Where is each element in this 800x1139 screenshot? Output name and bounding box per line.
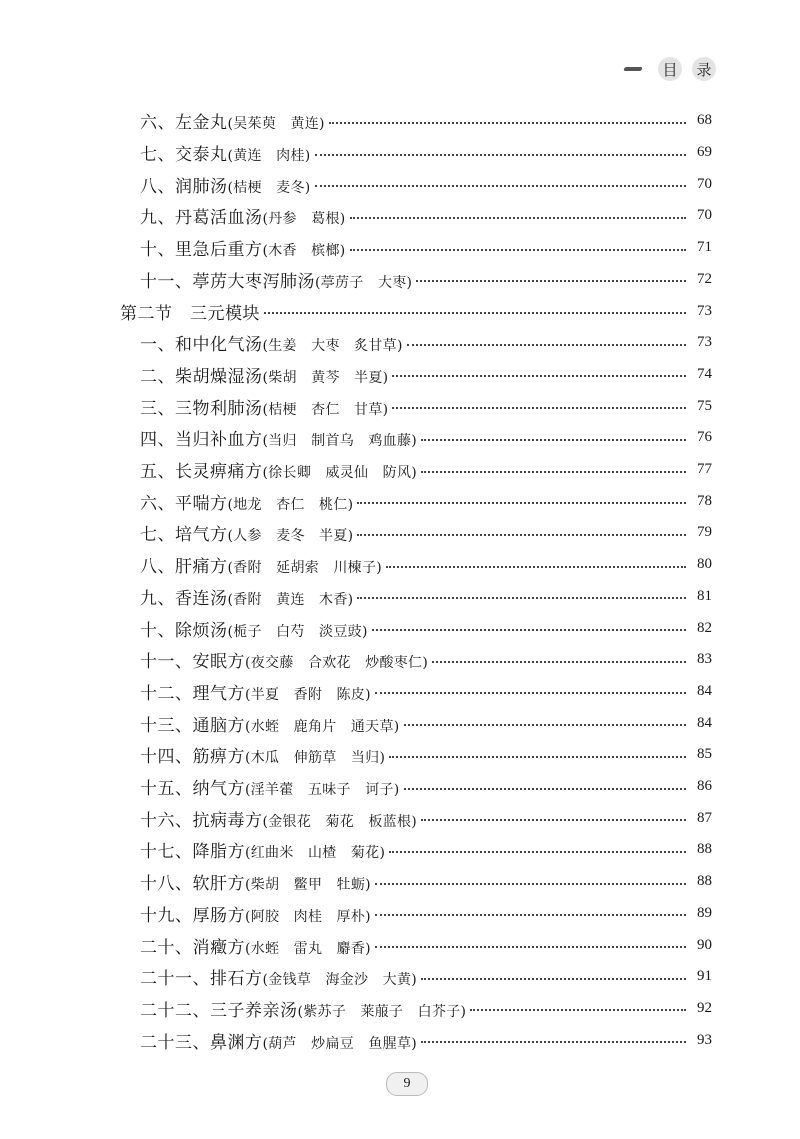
toc-entry-title: 二十三、鼻渊方 [140,1032,263,1053]
dot-leader [386,566,686,568]
toc-entry-label [140,584,353,609]
dot-leader [315,154,686,156]
dot-leader [421,471,686,473]
dot-leader [407,344,686,346]
toc-entry[interactable] [0,866,800,898]
toc-entry-page: 70 [697,207,712,224]
dot-leader [264,312,686,314]
toc-entry-page: 93 [697,1031,712,1048]
toc-entry[interactable] [0,390,800,422]
toc-entry[interactable] [0,168,800,200]
toc-entry-page: 86 [697,778,712,795]
toc-entry-label [140,742,385,767]
toc-entry-herbs: (夜交藤 合欢花 炒酸枣仁) [245,655,429,672]
dot-leader [389,851,686,853]
toc-entry-page: 84 [697,682,712,699]
dot-leader [392,407,686,409]
toc-entry-herbs: (当归 制首乌 鸡血藤) [262,433,418,450]
toc-entry-title: 六、左金丸 [140,113,228,134]
dot-leader [350,249,686,251]
toc-entry-label [120,299,260,324]
toc-entry-page: 75 [697,397,712,414]
dot-leader [329,122,686,124]
toc-entry-herbs: (葶苈子 大枣) [315,274,413,291]
toc-entry[interactable] [0,232,800,264]
toc-entry-label [140,1028,417,1053]
toc-entry-herbs: (徐长卿 威灵仙 防风) [262,465,418,482]
toc-entry-title: 三、三物利肺汤 [140,398,263,419]
toc-entry[interactable] [0,105,800,137]
toc-entry-label [140,140,311,165]
toc-entry-label [140,806,417,831]
toc-entry-page: 72 [697,270,712,287]
header-char-1: 目 [658,57,682,81]
toc-entry-herbs: (木香 槟榔) [262,243,346,260]
header-decoration [623,67,642,71]
toc-entry-title: 十、除烦汤 [140,620,228,641]
toc-entry[interactable] [0,581,800,613]
dot-leader [421,978,686,980]
toc-entry-title: 二十一、排石方 [140,969,263,990]
toc-entry[interactable] [0,644,800,676]
page-number: 9 [386,1072,428,1096]
dot-leader [375,914,686,916]
toc-entry-herbs: (黄连 肉桂) [227,148,311,165]
toc-entry-title: 九、香连汤 [140,588,228,609]
toc-entry-page: 73 [697,302,712,319]
dot-leader [404,788,686,790]
toc-entry-page: 81 [697,587,712,604]
dot-leader [421,439,686,441]
toc-entry-label [140,172,311,197]
toc-entry-herbs: (桔梗 麦冬) [227,179,311,196]
toc-entry-label [140,362,388,387]
toc-entry-title: 七、培气方 [140,525,228,546]
toc-entry[interactable] [0,834,800,866]
dot-leader [375,692,686,694]
toc-entry-page: 79 [697,524,712,541]
toc-entry-page: 68 [697,112,712,129]
toc-entry-title: 十三、通脑方 [140,715,245,736]
toc-entry-label [140,616,368,641]
dot-leader [404,724,686,726]
toc-entry-herbs: (紫苏子 莱菔子 白芥子) [297,1003,467,1020]
toc-entry-title: 十九、厚肠方 [140,905,245,926]
toc-entry-label [140,837,385,862]
toc-entry-label [140,330,403,355]
toc-entry-title: 十四、筋痹方 [140,747,245,768]
toc-entry-herbs: (水蛭 鹿角片 通天草) [245,718,400,735]
toc-entry-label [140,108,325,133]
toc-entry-label [140,520,353,545]
toc-entry-page: 69 [697,144,712,161]
toc-entry-page: 88 [697,873,712,890]
toc-entry-herbs: (木瓜 伸筋草 当归) [245,750,386,767]
dot-leader [416,280,686,282]
toc-entry-title: 十七、降脂方 [140,842,245,863]
toc-entry-herbs: (红曲米 山楂 菊花) [245,845,386,862]
toc-entry-label [140,774,400,799]
dot-leader [357,534,686,536]
toc-entry-herbs: (淫羊藿 五味子 诃子) [245,782,400,799]
toc-entry-label [140,901,371,926]
dot-leader [357,597,686,599]
toc-entry[interactable] [0,898,800,930]
toc-entry[interactable] [0,707,800,739]
toc-entry-herbs: (生姜 大枣 炙甘草) [262,338,403,355]
running-header [624,56,716,82]
toc-entry-title: 八、肝痛方 [140,557,228,578]
dot-leader [421,1041,686,1043]
toc-entry-page: 84 [697,714,712,731]
toc-entry[interactable] [0,137,800,169]
toc-entry-title: 一、和中化气汤 [140,335,263,356]
toc-entry[interactable] [0,961,800,993]
toc-entry-title: 十、里急后重方 [140,240,263,261]
toc-entry-title: 十一、葶苈大枣泻肺汤 [140,271,315,292]
toc-entry-page: 80 [697,556,712,573]
dot-leader [315,185,686,187]
toc-entry-title: 四、当归补血方 [140,430,263,451]
toc-entry-page: 73 [697,334,712,351]
toc-entry[interactable] [0,264,800,296]
toc-entry-title: 九、丹葛活血汤 [140,208,263,229]
toc-entry-label [140,964,417,989]
dot-leader [470,1009,686,1011]
toc-entry-title: 八、润肺汤 [140,176,228,197]
toc-entry[interactable] [0,485,800,517]
toc-entry-label [140,996,466,1021]
toc-entry-label [140,711,400,736]
toc-entry-herbs: (阿胶 肉桂 厚朴) [245,908,371,925]
toc-entry[interactable] [0,612,800,644]
toc-entry-herbs: (地龙 杏仁 桃仁) [227,496,354,513]
toc-entry-page: 89 [697,904,712,921]
toc-entry[interactable] [0,1024,800,1056]
toc-entry-page: 83 [697,651,712,668]
toc-entry[interactable] [0,454,800,486]
toc-entry-label [140,203,346,228]
toc-entry-label [140,267,412,292]
toc-entry-label [140,679,371,704]
toc-entry-label [140,489,353,514]
toc-entry[interactable] [0,771,800,803]
toc-entry-label [140,425,417,450]
toc-entry-herbs: (柴胡 鳖甲 牡蛎) [245,877,371,894]
toc-entry-title: 十六、抗病毒方 [140,810,263,831]
toc-entry-label [140,869,371,894]
dot-leader [421,819,686,821]
toc-entry[interactable] [0,929,800,961]
toc-entry-page: 85 [697,746,712,763]
toc-entry-label [140,552,382,577]
toc-entry-title: 五、长灵痹痛方 [140,462,263,483]
toc-entry-page: 92 [697,999,712,1016]
toc-entry[interactable] [0,200,800,232]
dot-leader [375,946,686,948]
toc-entry-herbs: (桔梗 杏仁 甘草) [262,401,389,418]
toc-entry-title: 第二节 三元模块 [120,303,260,324]
header-char-2: 录 [692,57,716,81]
dot-leader [357,502,686,504]
toc-entry[interactable] [0,993,800,1025]
dot-leader [392,375,686,377]
toc-entry-label [140,457,417,482]
toc-entry-herbs: (人参 麦冬 半夏) [227,528,354,545]
toc-entry-page: 82 [697,619,712,636]
toc-entry-page: 74 [697,365,712,382]
toc-entry-herbs: (金银花 菊花 板蓝根) [262,813,418,830]
toc-entry-title: 二十、消癥方 [140,937,245,958]
toc-entry-page: 88 [697,841,712,858]
toc-entry[interactable] [0,676,800,708]
toc-entry-title: 十二、理气方 [140,683,245,704]
toc-entry[interactable] [0,295,800,327]
toc-entry-title: 十八、软肝方 [140,874,245,895]
toc-entry-page: 71 [697,239,712,256]
toc-entry-herbs: (柴胡 黄芩 半夏) [262,369,389,386]
toc-entry[interactable] [0,549,800,581]
toc-entry-page: 70 [697,175,712,192]
toc-entry-page: 91 [697,968,712,985]
toc-entry-page: 87 [697,809,712,826]
toc-entry[interactable] [0,327,800,359]
toc-entry[interactable] [0,802,800,834]
toc-entry-herbs: (半夏 香附 陈皮) [245,686,371,703]
toc-entry[interactable] [0,517,800,549]
toc-entry-herbs: (水蛭 雷丸 麝香) [245,940,371,957]
toc-entry-label [140,235,346,260]
toc-entry-title: 十一、安眠方 [140,652,245,673]
toc-entry-herbs: (金钱草 海金沙 大黄) [262,972,418,989]
dot-leader [375,883,686,885]
toc-entry-herbs: (香附 延胡索 川楝子) [227,560,383,577]
toc-entry-label [140,394,388,419]
toc-entry-title: 七、交泰丸 [140,145,228,166]
toc-entry-label [140,933,371,958]
toc-entry-page: 77 [697,461,712,478]
dot-leader [389,756,686,758]
dot-leader [372,629,686,631]
toc-entry-herbs: (香附 黄连 木香) [227,591,354,608]
toc-entry-page: 90 [697,936,712,953]
toc-entry[interactable] [0,739,800,771]
toc-entry-title: 二、柴胡燥湿汤 [140,366,263,387]
toc-entry-title: 六、平喘方 [140,493,228,514]
toc-entry[interactable] [0,359,800,391]
toc-entry-page: 78 [697,492,712,509]
toc-entry-title: 二十二、三子养亲汤 [140,1000,298,1021]
dot-leader [350,217,686,219]
toc-entry-label [140,647,428,672]
toc-entry-herbs: (丹参 葛根) [262,211,346,228]
toc-entry-page: 76 [697,429,712,446]
toc-entry[interactable] [0,422,800,454]
toc-entry-title: 十五、纳气方 [140,779,245,800]
toc-entry-herbs: (栀子 白芍 淡豆豉) [227,623,368,640]
toc-entry-herbs: (葫芦 炒扁豆 鱼腥草) [262,1035,418,1052]
toc-entry-herbs: (吴茱萸 黄连) [227,116,325,133]
dot-leader [432,661,686,663]
